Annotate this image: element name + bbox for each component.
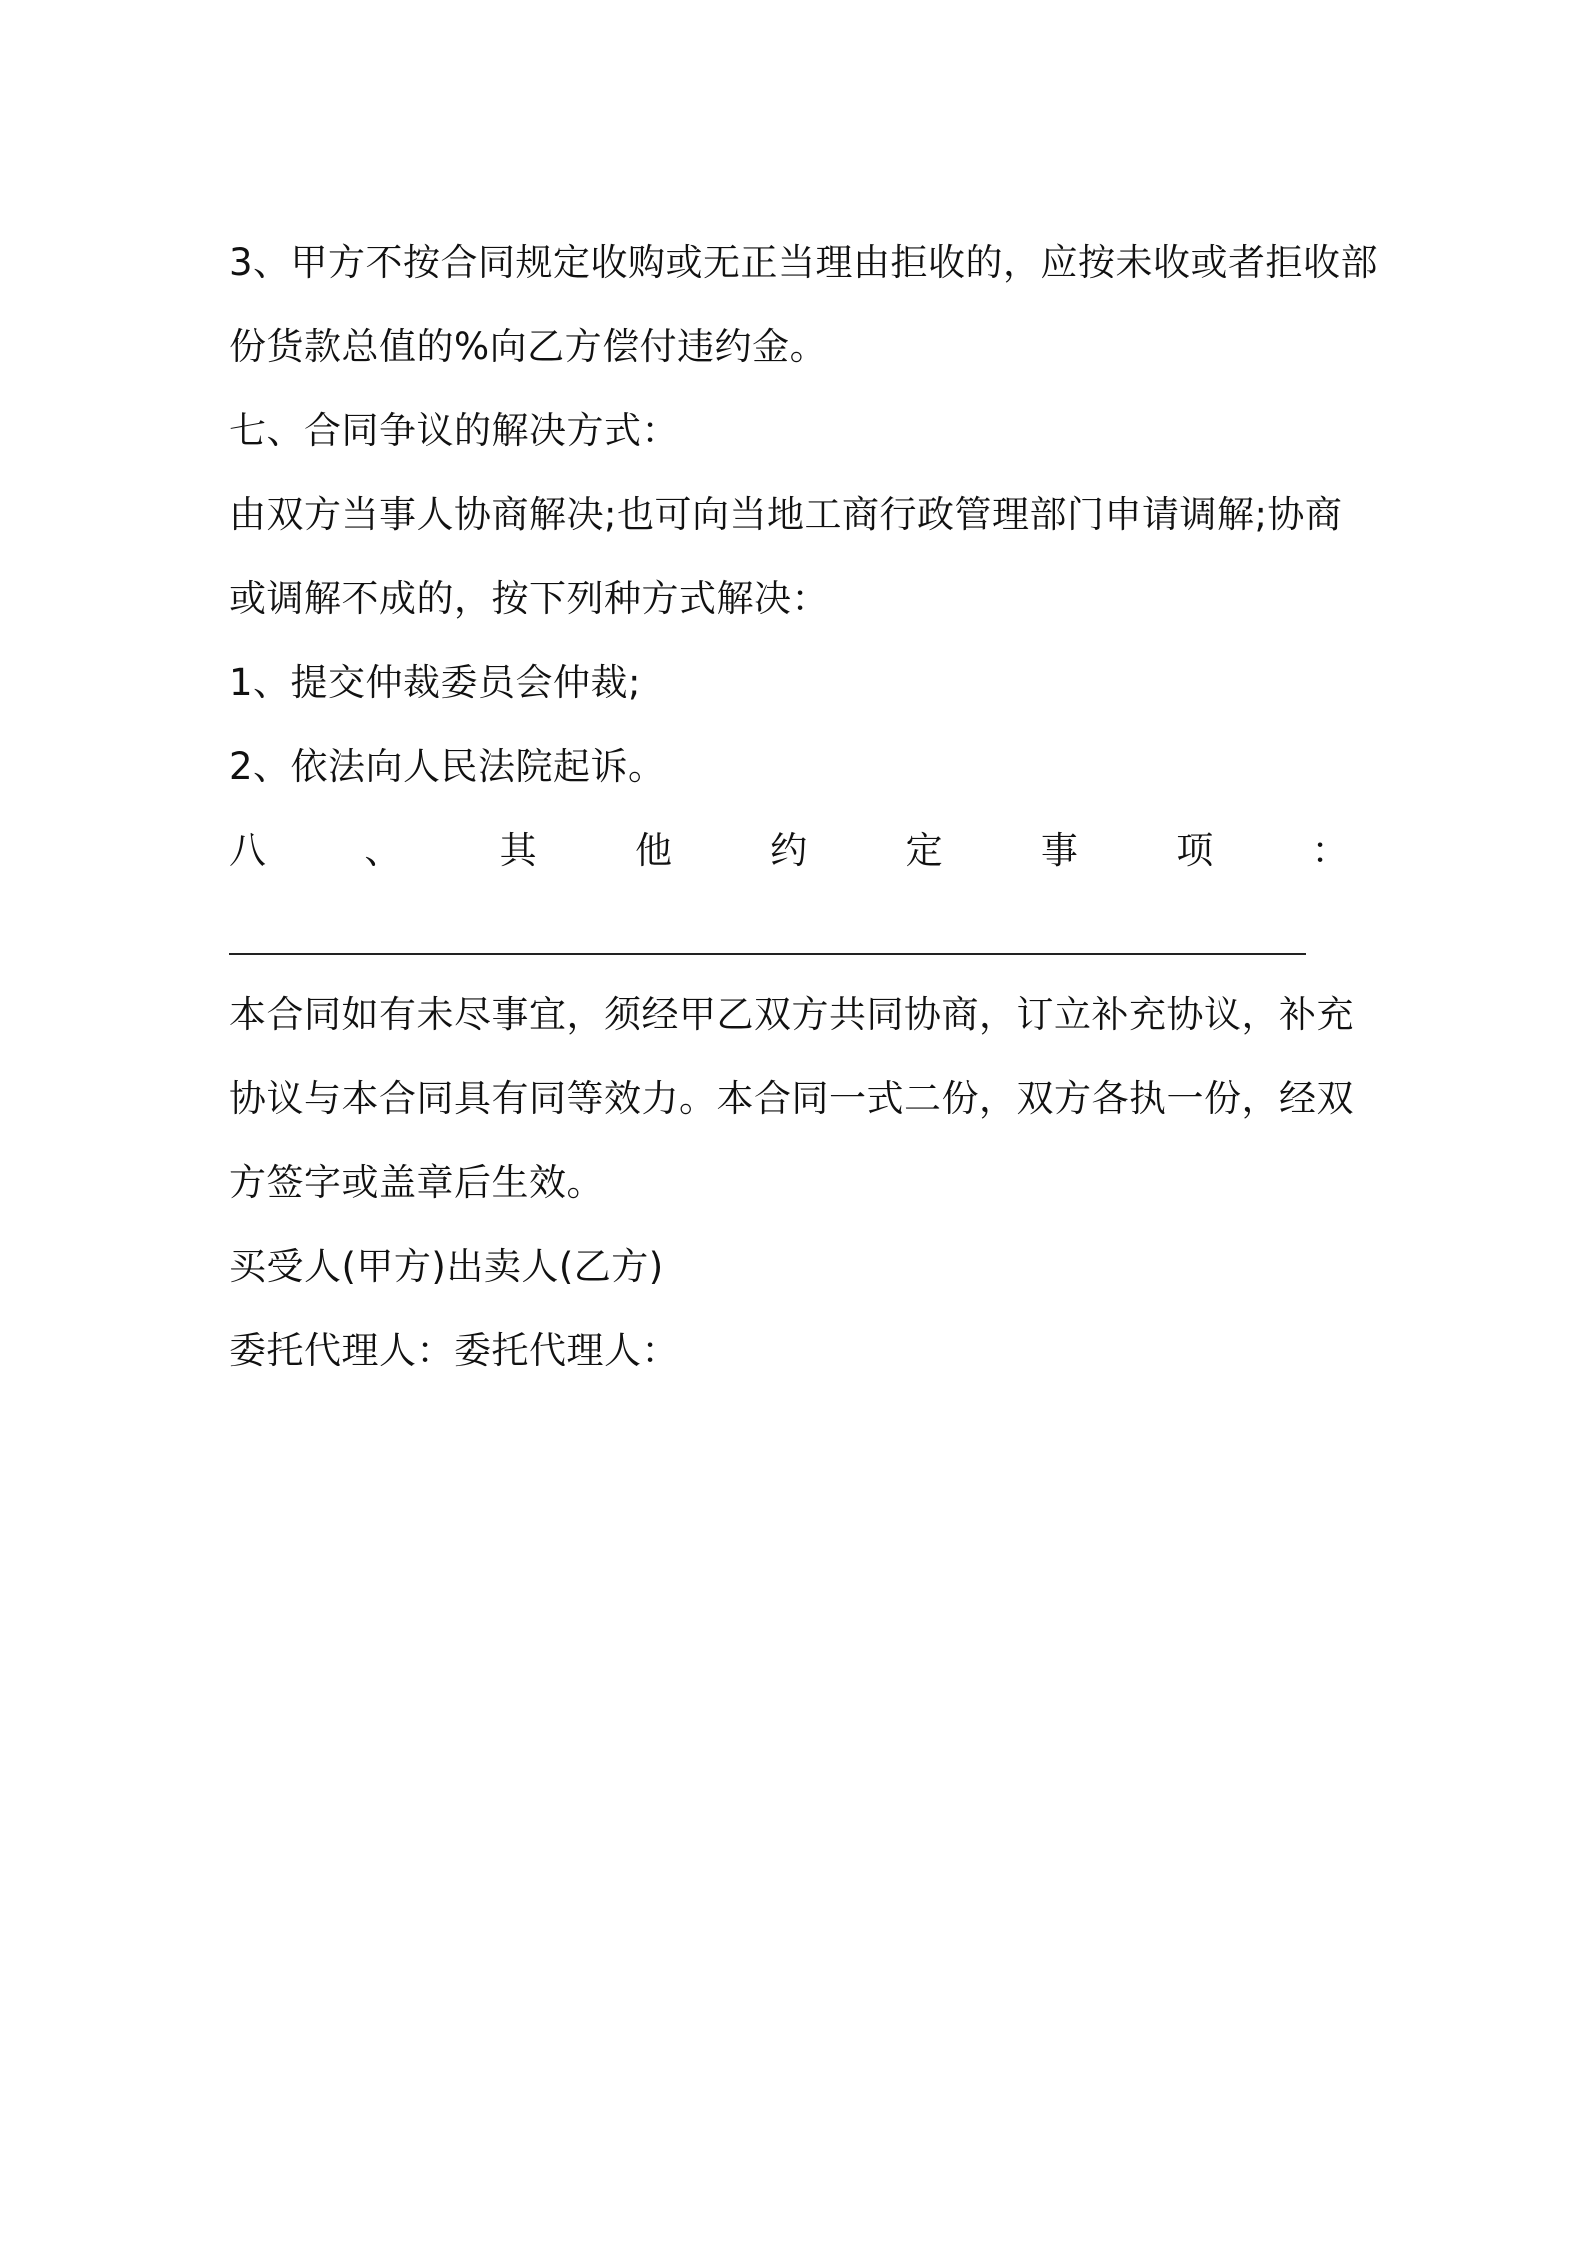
section-8-heading (229, 826, 1349, 876)
clause-3-line-2: 份货款总值的%向乙方偿付违约金。 (229, 325, 828, 368)
closing-paragraph-line-3: 方签字或盖章后生效。 (229, 1161, 604, 1204)
section-7-paragraph-line-2: 或调解不成的，按下列种方式解决： (229, 577, 829, 620)
section-8-heading-char: 、 (364, 829, 402, 872)
clause-3-line-1: 3、甲方不按合同规定收购或无正当理由拒收的，应按未收或者拒收部 (229, 241, 1379, 284)
section-8-heading-char: 定 (905, 829, 944, 872)
section-8-heading-char: 事 (1040, 829, 1079, 872)
closing-paragraph-line-1: 本合同如有未尽事宜，须经甲乙双方共同协商，订立补充协议，补充 (229, 993, 1354, 1036)
section-8-heading-char: ： (1311, 829, 1349, 872)
signature-parties-line: 买受人(甲方)出卖人(乙方) (229, 1245, 664, 1288)
section-8-heading-char: 他 (634, 829, 673, 872)
section-8-heading-char: 约 (770, 829, 808, 872)
signature-agents-line: 委托代理人：委托代理人： (229, 1329, 679, 1372)
section-8-heading-char: 项 (1176, 829, 1214, 872)
section-7-item-2: 2、依法向人民法院起诉。 (229, 745, 666, 788)
section-8-heading-char: 其 (499, 829, 538, 872)
fill-in-blank-line (229, 953, 1306, 955)
section-8-heading-char: 八 (229, 829, 267, 872)
section-7-heading: 七、合同争议的解决方式： (229, 409, 679, 452)
section-7-item-1: 1、提交仲裁委员会仲裁; (229, 661, 642, 704)
closing-paragraph-line-2: 协议与本合同具有同等效力。本合同一式二份，双方各执一份，经双 (229, 1077, 1354, 1120)
section-7-paragraph-line-1: 由双方当事人协商解决;也可向当地工商行政管理部门申请调解;协商 (229, 493, 1343, 536)
